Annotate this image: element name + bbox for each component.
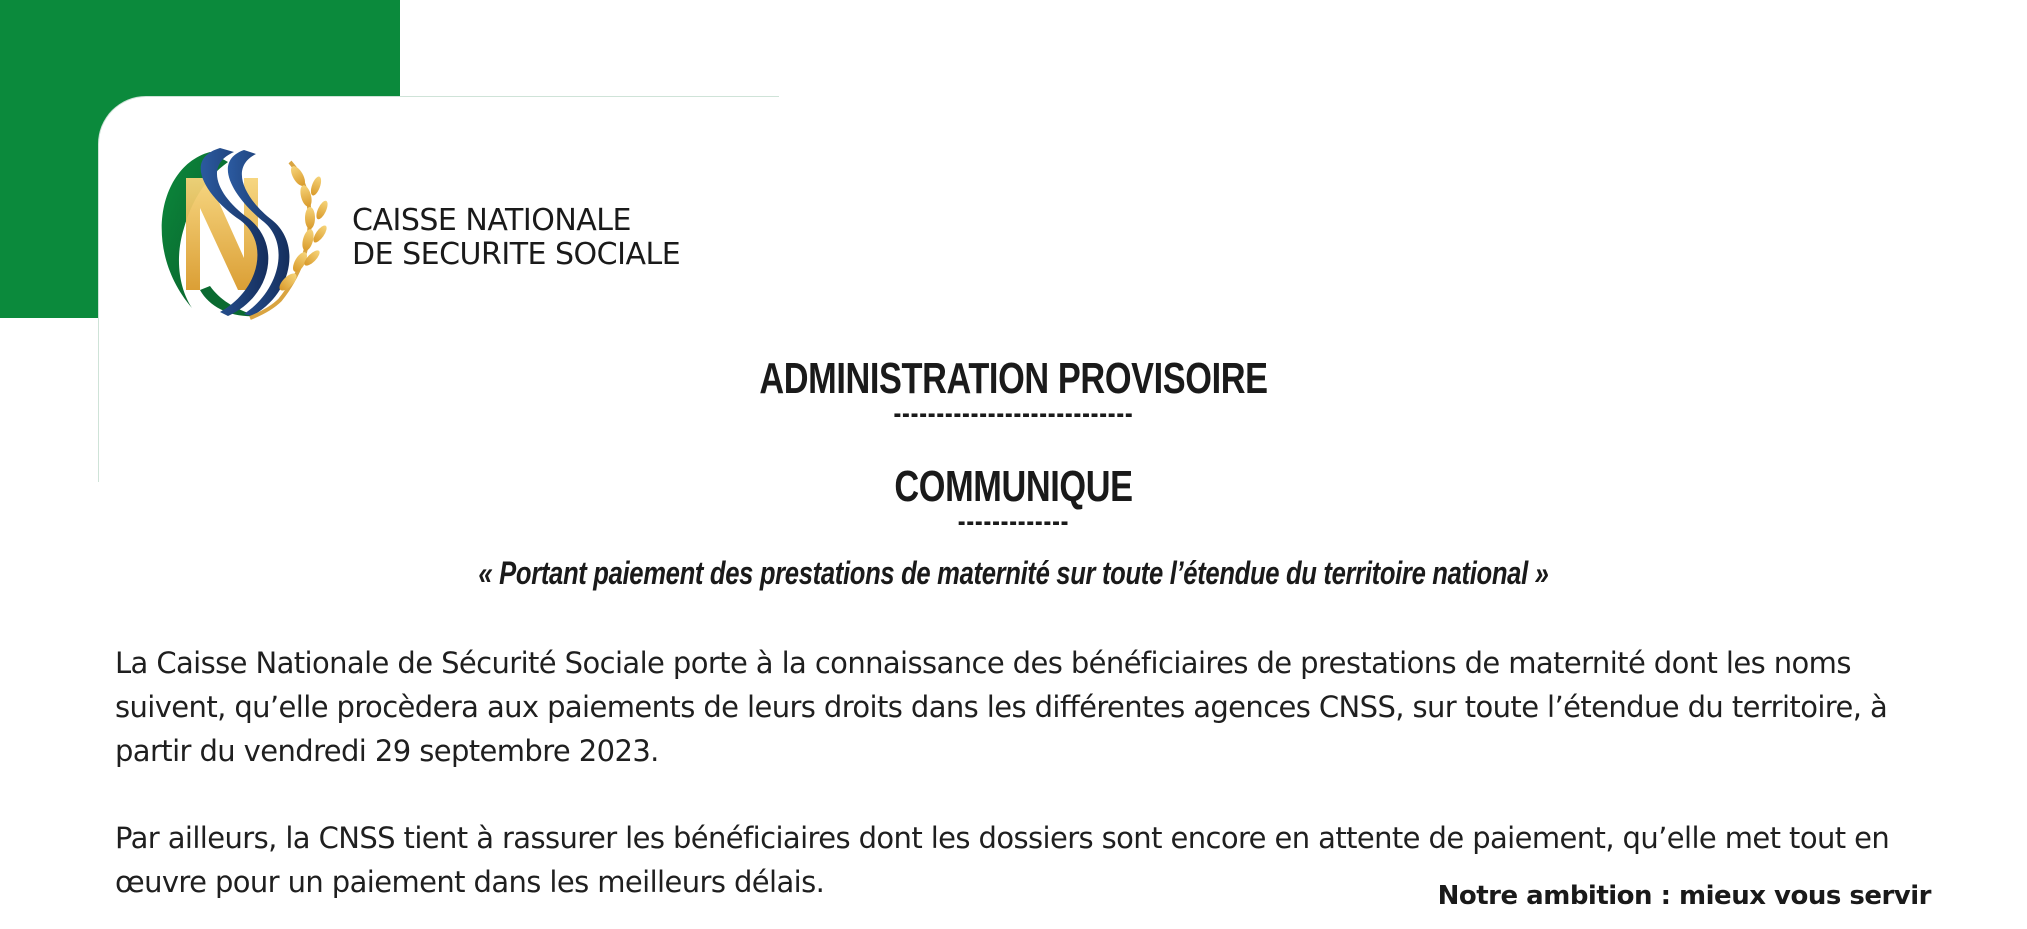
tagline: Notre ambition : mieux vous servir — [1437, 881, 1931, 911]
communique-title: COMMUNIQUE — [894, 462, 1133, 511]
organization-name-line2: DE SECURITE SOCIALE — [352, 237, 681, 272]
body-paragraph-1: La Caisse Nationale de Sécurité Sociale porte à la connaissance des bénéficiaires de prestations de maternité dont les noms suivent, qu’elle procèdera aux paiements de leurs droits dans les différentes agences CNSS, sur toute l’étendue du territoire, à partir du vendredi 29 septembre 2023. — [115, 646, 1888, 768]
organization-name-line1: CAISSE NATIONALE — [352, 203, 631, 238]
cnss-logo-icon — [140, 140, 330, 325]
administration-title: ADMINISTRATION PROVISOIRE — [759, 354, 1268, 403]
communique-subject: « Portant paiement des prestations de maternité sur toute l’étendue du territoire national » — [478, 555, 1549, 591]
body-paragraph-2: Par ailleurs, la CNSS tient à rassurer les bénéficiaires dont les dossiers sont encore en attente de paiement, qu’elle met tout en œuvre pour un paiement dans les meilleurs délais. — [115, 821, 1890, 899]
organization-name — [352, 204, 680, 272]
communique-underline: ------------- — [957, 505, 1070, 538]
administration-underline: ---------------------------- — [893, 397, 1134, 430]
